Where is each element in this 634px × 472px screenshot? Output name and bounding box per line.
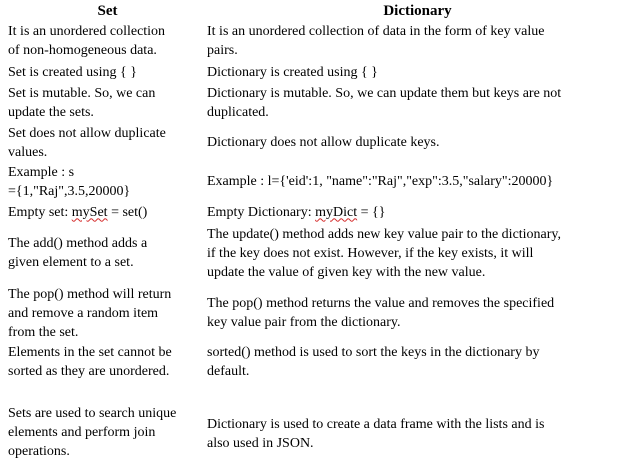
dictionary-cell: Dictionary is created using { } <box>207 64 378 80</box>
set-cell: Set does not allow duplicate values. <box>8 125 166 160</box>
dictionary-cell: Dictionary does not allow duplicate keys. <box>207 135 440 150</box>
dictionary-cell: The pop() method returns the value and removes the specified key value pair from the dictionary. <box>207 296 555 330</box>
dictionary-cell: Dictionary is used to create a data frame with the lists and is also used in JSON. <box>207 417 545 451</box>
table-row <box>8 343 628 383</box>
dictionary-column-header: Dictionary <box>383 3 452 19</box>
set-vs-dictionary-table <box>8 0 628 465</box>
header-row <box>8 0 628 21</box>
set-cell: Set is created using { } <box>8 64 137 80</box>
dictionary-cell: sorted() method is used to sort the keys in the dictionary by default. <box>207 345 540 379</box>
dictionary-cell: Dictionary is mutable. So, we can update them but keys are not duplicated. <box>207 86 562 120</box>
comparison-document <box>8 0 628 465</box>
set-cell: Example : s ={1,"Raj",3.5,20000} <box>8 164 131 199</box>
table-row <box>8 383 628 465</box>
table-row <box>8 223 628 283</box>
set-cell: Elements in the set cannot be sorted as they are unordered. <box>8 345 172 379</box>
table-row <box>8 21 628 61</box>
set-cell: The add() method adds a given element to a set. <box>8 236 148 270</box>
set-cell: It is an unordered collection of non-homogeneous data. <box>8 24 166 58</box>
dictionary-cell: It is an unordered collection of data in the form of key value pairs. <box>207 24 545 58</box>
spellcheck-flagged-word: mySet <box>71 204 108 220</box>
set-cell: Sets are used to search unique elements and perform join operations. <box>8 406 177 459</box>
table-row <box>8 201 628 223</box>
set-cell: Set is mutable. So, we can update the sets. <box>8 86 156 120</box>
dictionary-cell: Empty Dictionary: myDict = {} <box>207 204 386 220</box>
table-row <box>8 83 628 123</box>
dictionary-cell: Example : l={'eid':1, "name":"Raj","exp":3.5,"salary":20000} <box>207 174 554 189</box>
table-row <box>8 123 628 162</box>
table-row <box>8 61 628 83</box>
table-row <box>8 283 628 343</box>
set-cell: The pop() method will return and remove a random item from the set. <box>8 286 172 340</box>
set-cell: Empty set: mySet = set() <box>8 204 148 220</box>
dictionary-cell: The update() method adds new key value pair to the dictionary, if the key does not exist. However, if the key exists, it will update the value of given key with the new value. <box>207 226 562 280</box>
set-column-header: Set <box>97 3 118 19</box>
table-row <box>8 162 628 201</box>
spellcheck-flagged-word: myDict <box>315 204 358 220</box>
